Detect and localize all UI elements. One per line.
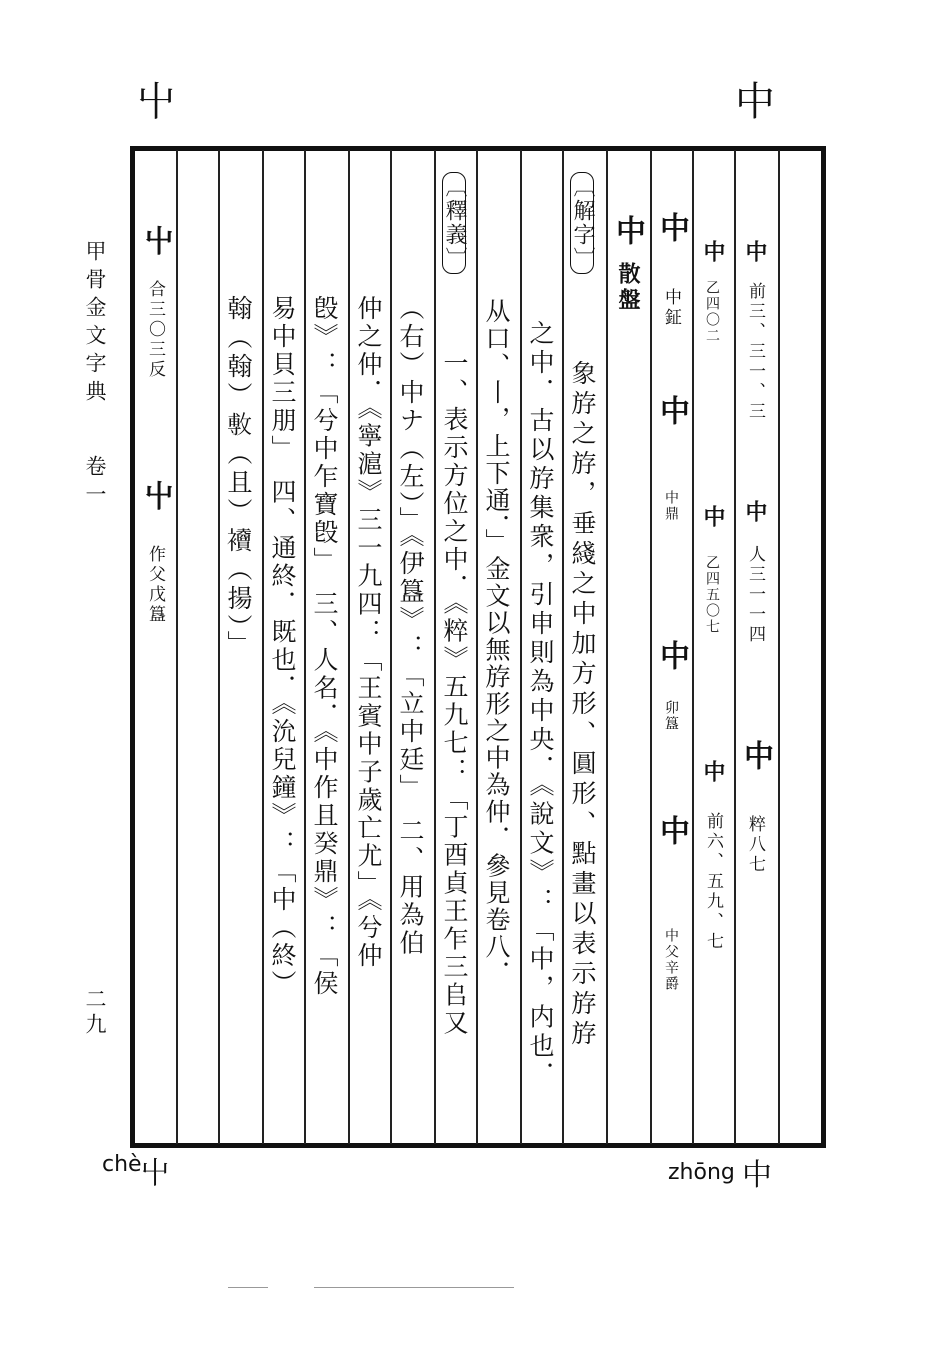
scan-mark	[228, 1287, 268, 1288]
body-text: 易中貝三朋」 四、通終．既也．《沇兒鐘》：「中（終）	[268, 295, 297, 998]
source-ref: 合三〇三反	[145, 280, 165, 380]
body-text: 仲之仲．《寧滬》三一九四：「王賓中子歲亡尤」《兮仲	[354, 295, 383, 970]
source-ref: 中鉦	[661, 288, 681, 328]
bronze-glyph: 中	[610, 215, 645, 245]
oracle-glyph: 中	[700, 240, 726, 266]
column-rule	[176, 150, 178, 1144]
scan-mark	[314, 1287, 514, 1288]
volume-label: 卷一	[83, 455, 107, 511]
oracle-glyph: 中	[700, 760, 726, 786]
oracle-glyph: 中	[742, 240, 768, 266]
body-text: 翰（翰）𢾭（且）𧟎（揚）」	[224, 295, 253, 660]
body-text: 象斿之斿，垂綫之中加方形、圓形、點畫以表示斿斿	[568, 360, 597, 1050]
footer-right-char: 中	[742, 1158, 772, 1193]
source-ref: 中父辛爵	[663, 928, 679, 992]
source-ref: 乙四五〇七	[704, 555, 720, 635]
column-rule	[650, 150, 652, 1144]
source-ref: 乙四〇二	[704, 280, 720, 344]
column-rule	[520, 150, 522, 1144]
section-label-shiyi: 〔釋義〕	[442, 172, 466, 274]
footer-right-pinyin: zhōng	[668, 1160, 735, 1185]
column-rule	[734, 150, 736, 1144]
column-rule	[434, 150, 436, 1144]
body-text: （右）中ナ（左）」《伊簋》：「立中廷」 二、用為伯	[396, 295, 425, 958]
bronze-glyph: 屮	[138, 225, 173, 255]
source-ref: 作父戊簋	[145, 545, 165, 625]
column-rule	[778, 150, 780, 1144]
oracle-glyph: 中	[700, 505, 726, 531]
bronze-glyph: 中	[654, 640, 689, 670]
source-ref: 卯簋	[663, 700, 679, 732]
bronze-glyph: 屮	[138, 480, 173, 510]
source-ref: 前六、五九、七	[703, 812, 723, 952]
column-rule	[390, 150, 392, 1144]
body-text: 𣪘》：「兮中乍寶𣪘」 三、人名．《中作且癸鼎》：「侯	[310, 295, 339, 998]
bronze-glyph: 中	[654, 212, 689, 242]
column-rule	[476, 150, 478, 1144]
oracle-glyph: 中	[742, 500, 768, 526]
bronze-glyph: 中	[654, 815, 689, 845]
page-number: 二九	[83, 988, 107, 1038]
body-text: 之中．古以斿集衆，引申則為中央．《說文》：「中，内也．	[526, 320, 555, 1091]
header-left-char: 屮	[136, 79, 176, 125]
source-ref: 人三一一四	[745, 545, 765, 645]
section-label-jiezi: 〔解字〕	[570, 172, 594, 274]
column-rule	[218, 150, 220, 1144]
footer-left-pinyin: chè	[102, 1152, 142, 1177]
column-rule	[304, 150, 306, 1144]
header-right-char: 中	[735, 79, 775, 125]
bronze-glyph: 中	[654, 395, 689, 425]
body-text: 一、表示方位之中．《粹》五九七：「丁酉貞王乍三𠂤又	[440, 350, 469, 1038]
column-rule	[262, 150, 264, 1144]
column-rule	[562, 150, 564, 1144]
source-ref: 散盤	[615, 262, 641, 314]
body-text: 从口、丨，上下通．」金文以無斿形之中為仲．參見卷八．	[482, 298, 511, 988]
column-rule	[348, 150, 350, 1144]
oracle-glyph: 中	[738, 740, 773, 770]
footer-left-char: 屮	[140, 1156, 170, 1191]
book-title: 甲骨金文字典	[83, 240, 107, 408]
source-ref: 前三、三一、三	[745, 282, 765, 422]
source-ref: 粹八七	[745, 815, 765, 875]
source-ref: 中鼎	[663, 490, 679, 522]
column-rule	[606, 150, 608, 1144]
column-rule	[692, 150, 694, 1144]
